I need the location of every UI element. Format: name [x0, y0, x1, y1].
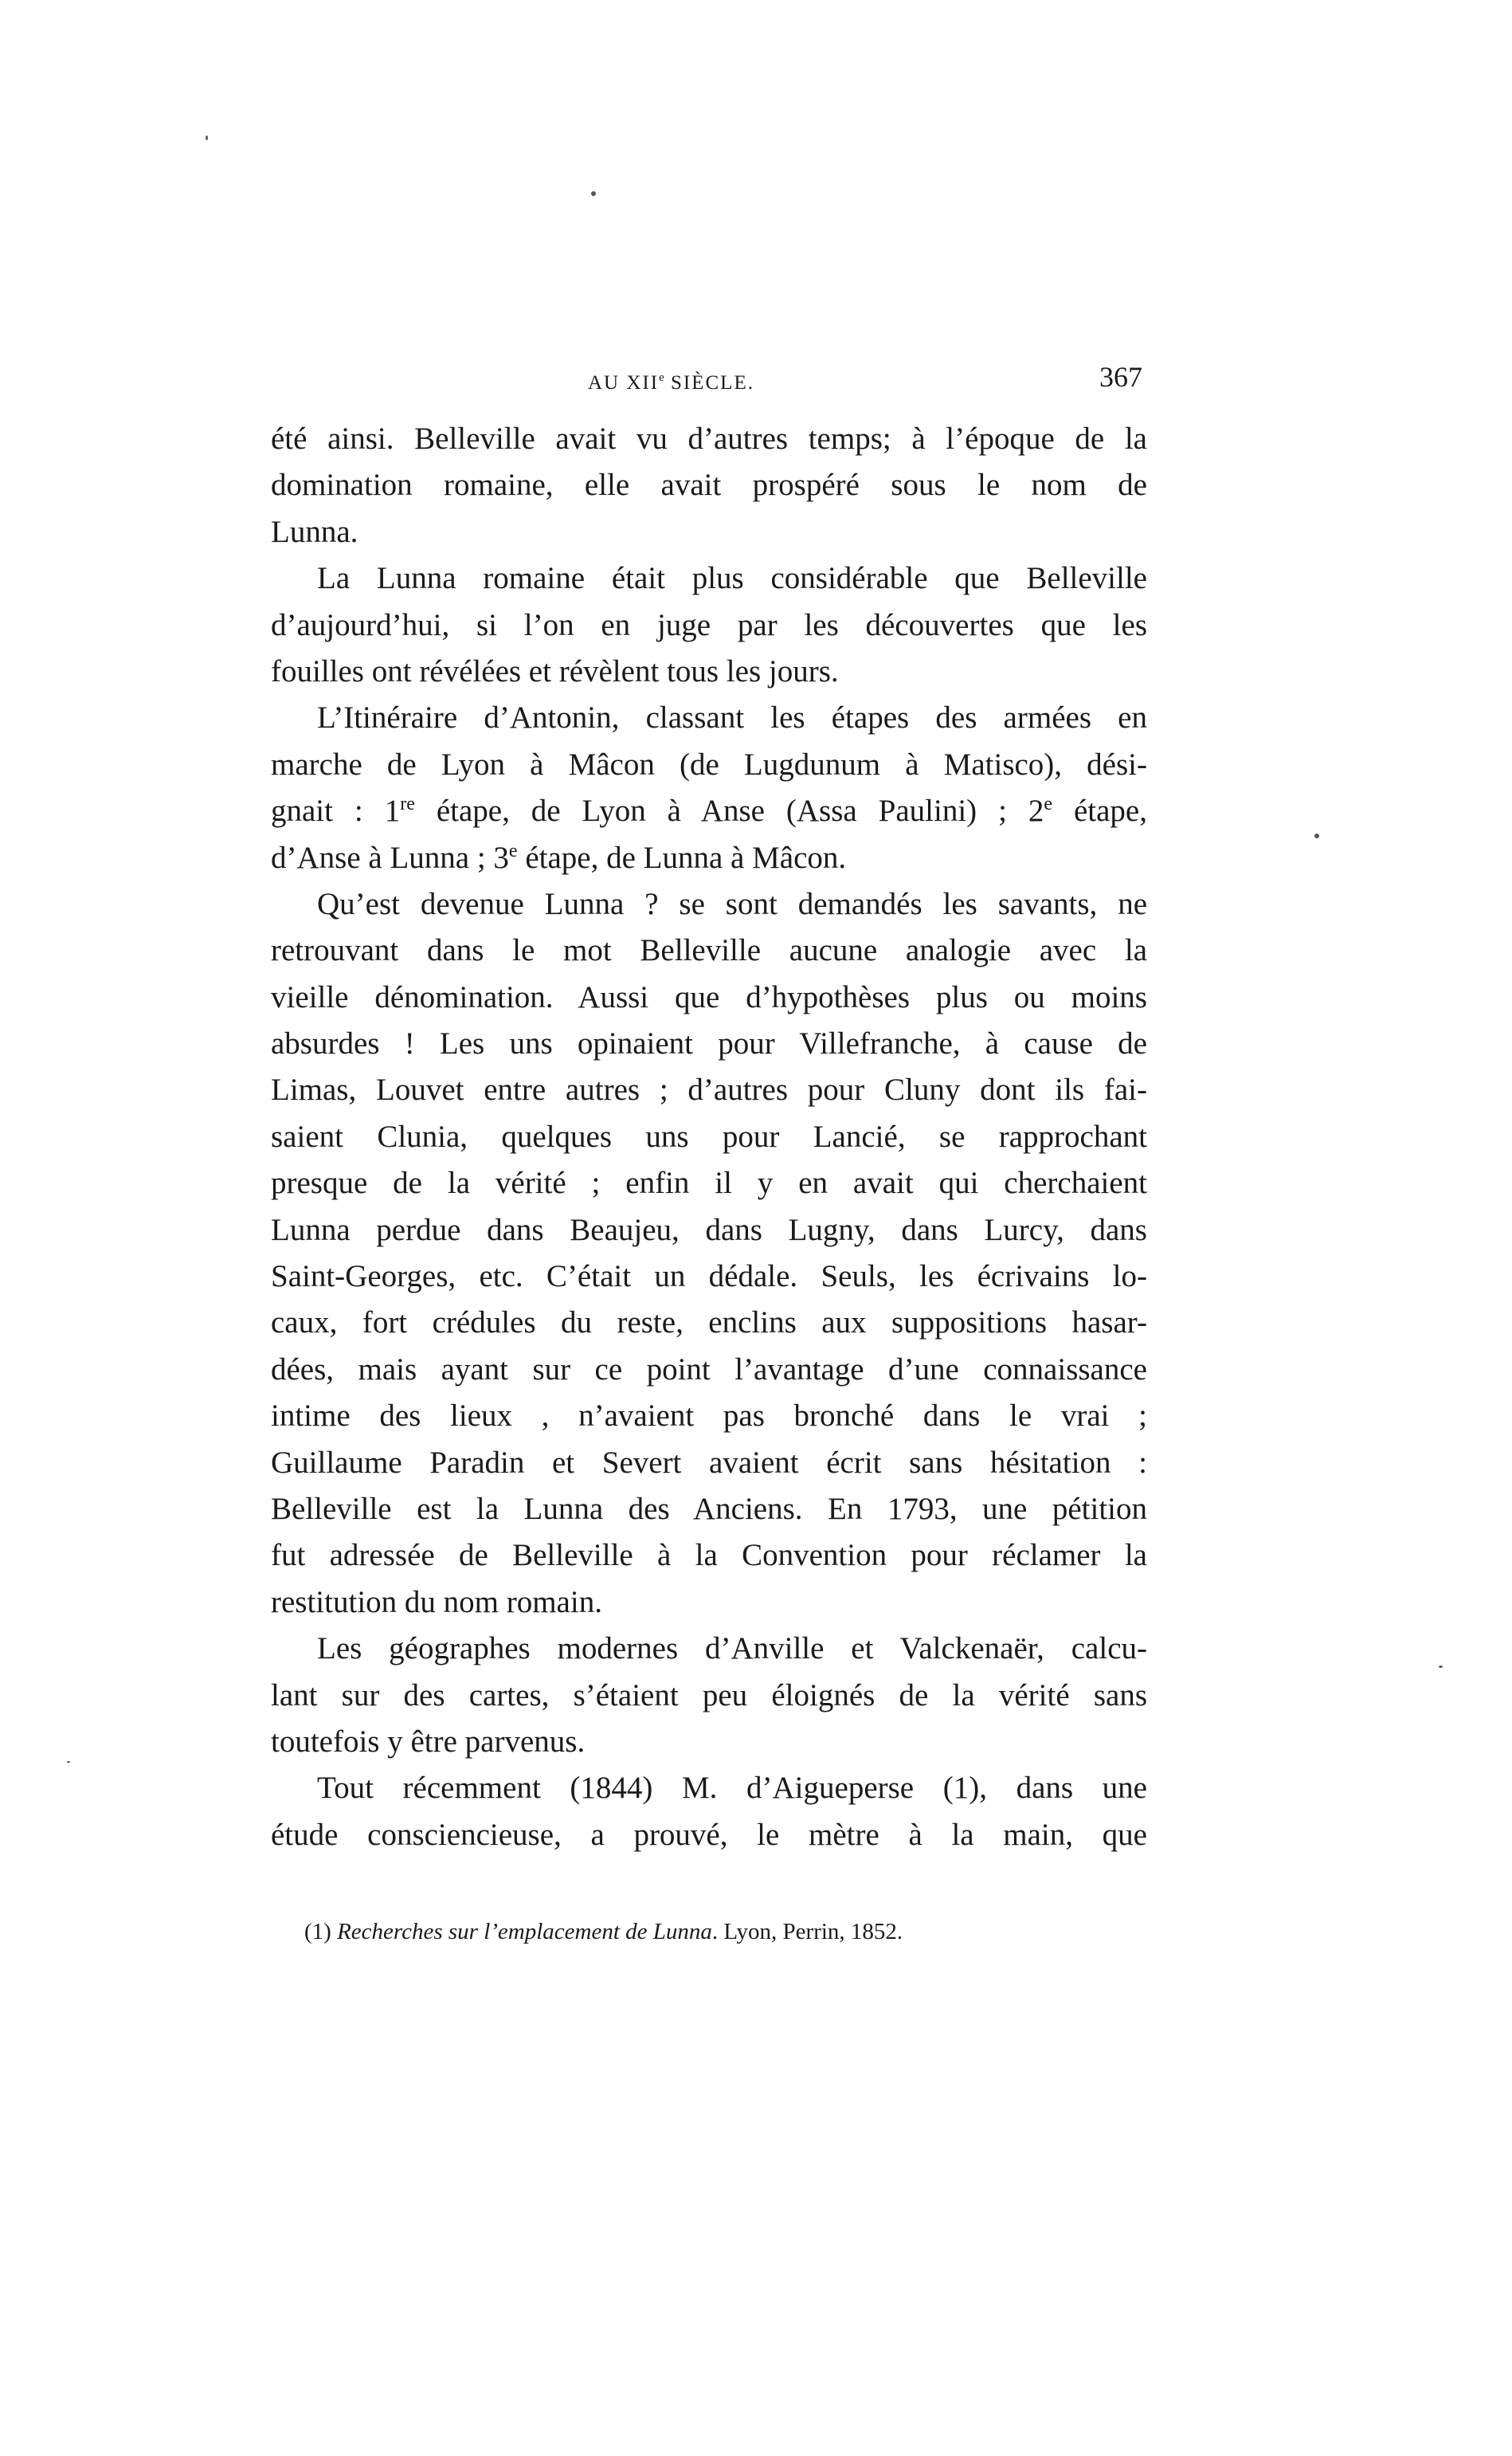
scan-speck [1314, 834, 1319, 838]
text-segment: été ainsi. Belleville avait vu d’autres temps; à l’époque de la [271, 422, 1147, 456]
text-segment: toutefois y être parvenus. [271, 1724, 586, 1759]
text-line [271, 1532, 1147, 1579]
text-line [271, 1067, 1147, 1113]
text-line [271, 1812, 1147, 1858]
text-segment: étape, [1052, 794, 1147, 829]
text-line [271, 555, 1147, 602]
text-line [271, 1300, 1147, 1346]
text-line [271, 462, 1147, 508]
text-line [271, 1579, 1147, 1626]
text-segment: retrouvant dans le mot Belleville aucune analogie avec la [271, 933, 1147, 968]
text-segment: La Lunna romaine était plus considérable que Belleville [317, 561, 1147, 596]
running-title-superscript: e [659, 371, 664, 384]
text-line [271, 695, 1147, 741]
text-segment: dées, mais ayant sur ce point l’avantage d’une connaissance [271, 1352, 1147, 1387]
text-line [271, 509, 1147, 555]
text-segment: domination romaine, elle avait prospéré sous le nom de [271, 468, 1147, 503]
text-line [271, 1114, 1147, 1160]
text-line [271, 788, 1147, 834]
text-line [271, 835, 1147, 881]
text-line [271, 1673, 1147, 1719]
text-line [271, 1347, 1147, 1393]
text-line [271, 1393, 1147, 1439]
footnote-marker: (1) [304, 1919, 338, 1944]
text-line [271, 602, 1147, 649]
text-segment: Tout récemment (1844) M. d’Aigueperse (1), dans une [317, 1771, 1147, 1806]
text-line [271, 1021, 1147, 1067]
text-segment: d’Anse à Lunna ; 3 [271, 840, 509, 875]
page-number: 367 [1099, 361, 1142, 393]
superscript: re [400, 794, 415, 815]
text-segment: Les géographes modernes d’Anville et Valckenaër, calcu- [317, 1631, 1147, 1666]
running-title-main: AU XII [588, 372, 660, 394]
text-line [271, 1626, 1147, 1672]
text-segment: lant sur des cartes, s’étaient peu éloignés de la vérité sans [271, 1677, 1147, 1713]
text-segment: étape, de Lyon à Anse (Assa Paulini) ; 2 [414, 794, 1044, 829]
text-line [271, 1440, 1147, 1486]
scan-speck [591, 191, 596, 196]
text-segment: absurdes ! Les uns opinaient pour Villefranche, à cause de [271, 1026, 1147, 1061]
text-segment: L’Itinéraire d’Antonin, classant les étapes des armées en [317, 700, 1147, 736]
text-line [271, 881, 1147, 928]
text-segment: Lunna perdue dans Beaujeu, dans Lugny, dans Lurcy, dans [271, 1212, 1147, 1247]
text-segment: fut adressée de Belleville à la Convention pour réclamer la [271, 1538, 1147, 1573]
superscript: e [508, 840, 518, 861]
text-line [271, 742, 1147, 788]
superscript: e [1044, 794, 1053, 815]
footnote [304, 1919, 1101, 1945]
text-line [271, 928, 1147, 974]
text-segment: fouilles ont révélées et révèlent tous les jours. [271, 653, 839, 689]
text-line [271, 1207, 1147, 1254]
scan-speck [1439, 1665, 1443, 1668]
text-line [271, 1719, 1147, 1765]
text-segment: étude consciencieuse, a prouvé, le mètre à la main, que [271, 1817, 1147, 1852]
text-segment: Guillaume Paradin et Severt avaient écrit sans hésitation : [271, 1445, 1147, 1480]
footnote-title: Recherches sur l’emplacement de Lunna [337, 1919, 712, 1944]
text-segment: étape, de Lunna à Mâcon. [517, 840, 847, 875]
text-line [271, 1765, 1147, 1811]
text-segment: Lunna. [271, 514, 358, 549]
text-segment: Limas, Louvet entre autres ; d’autres pour Cluny dont ils fai- [271, 1073, 1147, 1108]
text-segment: caux, fort crédules du reste, enclins aux suppositions hasar- [271, 1305, 1147, 1340]
text-line [271, 416, 1147, 462]
scan-speck [206, 135, 208, 140]
text-segment: Qu’est devenue Lunna ? se sont demandés les savants, ne [317, 886, 1147, 921]
text-segment: Belleville est la Lunna des Anciens. En 1793, une pétition [271, 1491, 1147, 1526]
text-segment: restitution du nom romain. [271, 1584, 602, 1619]
scan-speck [67, 1761, 70, 1763]
text-line [271, 1254, 1147, 1300]
running-title-end: SIÈCLE. [664, 372, 754, 394]
footnote-rest: . Lyon, Perrin, 1852. [711, 1919, 903, 1944]
running-title [588, 371, 754, 394]
text-segment: saient Clunia, quelques uns pour Lancié, se rapprochant [271, 1119, 1147, 1154]
text-line [271, 1486, 1147, 1532]
text-segment: d’aujourd’hui, si l’on en juge par les découvertes que les [271, 607, 1147, 642]
text-segment: gnait : 1 [271, 794, 401, 829]
text-segment: Saint-Georges, etc. C’était un dédale. Seuls, les écrivains lo- [271, 1259, 1147, 1294]
text-segment: presque de la vérité ; enfin il y en avait qui cherchaient [271, 1166, 1147, 1201]
text-segment: vieille dénomination. Aussi que d’hypothèses plus ou moins [271, 979, 1147, 1014]
text-segment: marche de Lyon à Mâcon (de Lugdunum à Matisco), dési- [271, 747, 1147, 782]
text-line [271, 975, 1147, 1021]
page-header [271, 360, 1147, 408]
text-line [271, 649, 1147, 695]
text-line [271, 1160, 1147, 1206]
body-text [271, 416, 1147, 1858]
text-segment: intime des lieux , n’avaient pas bronché dans le vrai ; [271, 1399, 1147, 1434]
